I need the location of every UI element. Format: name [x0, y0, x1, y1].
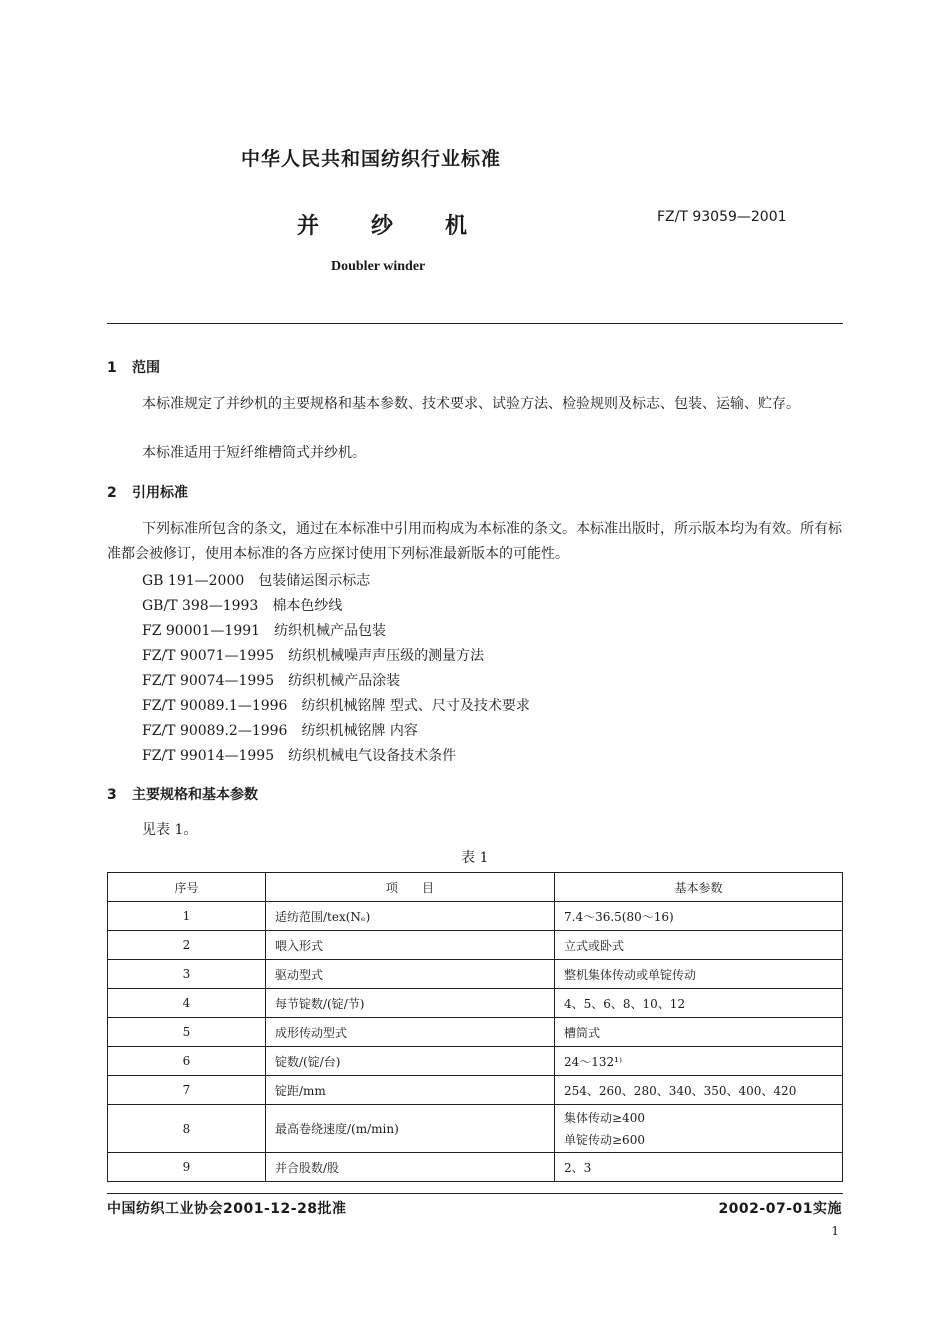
section-number: 1 [107, 360, 117, 376]
table-row [108, 931, 843, 960]
row-number: 9 [108, 1153, 266, 1182]
reference-item: FZ/T 90074—1995 纺织机械产品涂装 [142, 673, 401, 689]
document-title: 并纱机 [297, 214, 520, 239]
section-1-paragraph-1: 本标准规定了并纱机的主要规格和基本参数、技术要求、试验方法、检验规则及标志、包装、运输、贮存。 [142, 396, 800, 412]
standard-code: FZ/T 93059—2001 [657, 209, 787, 225]
section-1-heading [107, 357, 160, 377]
row-number: 8 [108, 1105, 266, 1153]
row-number: 4 [108, 989, 266, 1018]
row-item: 最高卷绕速度/(m/min) [266, 1105, 555, 1153]
row-item: 每节锭数/(锭/节) [266, 989, 555, 1018]
section-2-heading [107, 482, 188, 502]
row-value: 整机集体传动或单锭传动 [555, 960, 843, 989]
section-number: 3 [107, 787, 117, 803]
row-value: 立式或卧式 [555, 931, 843, 960]
section-title: 引用标准 [132, 485, 188, 501]
row-value: 槽筒式 [555, 1018, 843, 1047]
reference-item: FZ/T 90089.1—1996 纺织机械铭牌 型式、尺寸及技术要求 [142, 698, 530, 714]
row-value-line: 单锭传动≥600 [564, 1132, 645, 1147]
english-title: Doubler winder [331, 259, 426, 274]
table-row [108, 902, 843, 931]
row-value-line: 集体传动≥400 [564, 1110, 645, 1125]
column-header: 基本参数 [555, 873, 843, 902]
reference-item: GB 191—2000 包装储运图示标志 [142, 573, 371, 589]
section-1-paragraph-2: 本标准适用于短纤维槽筒式并纱机。 [142, 445, 366, 461]
approval-note: 中国纺织工业协会2001-12-28批准 [107, 1201, 347, 1217]
row-number: 1 [108, 902, 266, 931]
implementation-date: 2002-07-01实施 [718, 1201, 842, 1217]
column-header: 项 目 [266, 873, 555, 902]
section-title: 范围 [132, 360, 160, 376]
row-value: 7.4～36.5(80～16) [555, 902, 843, 931]
footer-divider [107, 1193, 843, 1194]
page-number: 1 [831, 1224, 839, 1238]
row-number: 6 [108, 1047, 266, 1076]
row-number: 3 [108, 960, 266, 989]
row-item: 锭距/mm [266, 1076, 555, 1105]
table-row [108, 960, 843, 989]
row-number: 5 [108, 1018, 266, 1047]
row-number: 7 [108, 1076, 266, 1105]
row-number: 2 [108, 931, 266, 960]
table-caption: 表 1 [461, 850, 489, 866]
row-value: 4、5、6、8、10、12 [555, 989, 843, 1018]
row-value: 2、3 [555, 1153, 843, 1182]
row-value: 24～132¹⁾ [555, 1047, 843, 1076]
table-row [108, 1105, 843, 1153]
section-2-paragraph-1: 下列标准所包含的条文，通过在本标准中引用而构成为本标准的条文。本标准出版时，所示版本均为有效。所有标准都会被修订，使用本标准的各方应探讨使用下列标准最新版本的可能性。 [107, 521, 842, 562]
table-header-row [108, 873, 843, 902]
section-number: 2 [107, 485, 117, 501]
standard-category-title: 中华人民共和国纺织行业标准 [241, 148, 502, 170]
table-row [108, 1153, 843, 1182]
reference-item: FZ/T 99014—1995 纺织机械电气设备技术条件 [142, 748, 457, 764]
column-header: 序号 [108, 873, 266, 902]
row-item: 驱动型式 [266, 960, 555, 989]
section-3-paragraph-1: 见表 1。 [142, 822, 198, 838]
header-divider [107, 323, 843, 324]
spec-table [107, 872, 843, 1182]
row-value [555, 1105, 843, 1153]
reference-item: FZ 90001—1991 纺织机械产品包装 [142, 623, 387, 639]
section-3-heading [107, 784, 258, 804]
table-row [108, 1047, 843, 1076]
row-item: 并合股数/股 [266, 1153, 555, 1182]
row-item: 适纺范围/tex(Nₑ) [266, 902, 555, 931]
row-item: 成形传动型式 [266, 1018, 555, 1047]
table-row [108, 989, 843, 1018]
reference-item: FZ/T 90089.2—1996 纺织机械铭牌 内容 [142, 723, 418, 739]
section-title: 主要规格和基本参数 [132, 787, 258, 803]
table-row [108, 1018, 843, 1047]
row-item: 喂入形式 [266, 931, 555, 960]
table-row [108, 1076, 843, 1105]
row-item: 锭数/(锭/台) [266, 1047, 555, 1076]
row-value: 254、260、280、340、350、400、420 [555, 1076, 843, 1105]
reference-item: FZ/T 90071—1995 纺织机械噪声声压级的测量方法 [142, 648, 485, 664]
reference-item: GB/T 398—1993 棉本色纱线 [142, 598, 343, 614]
